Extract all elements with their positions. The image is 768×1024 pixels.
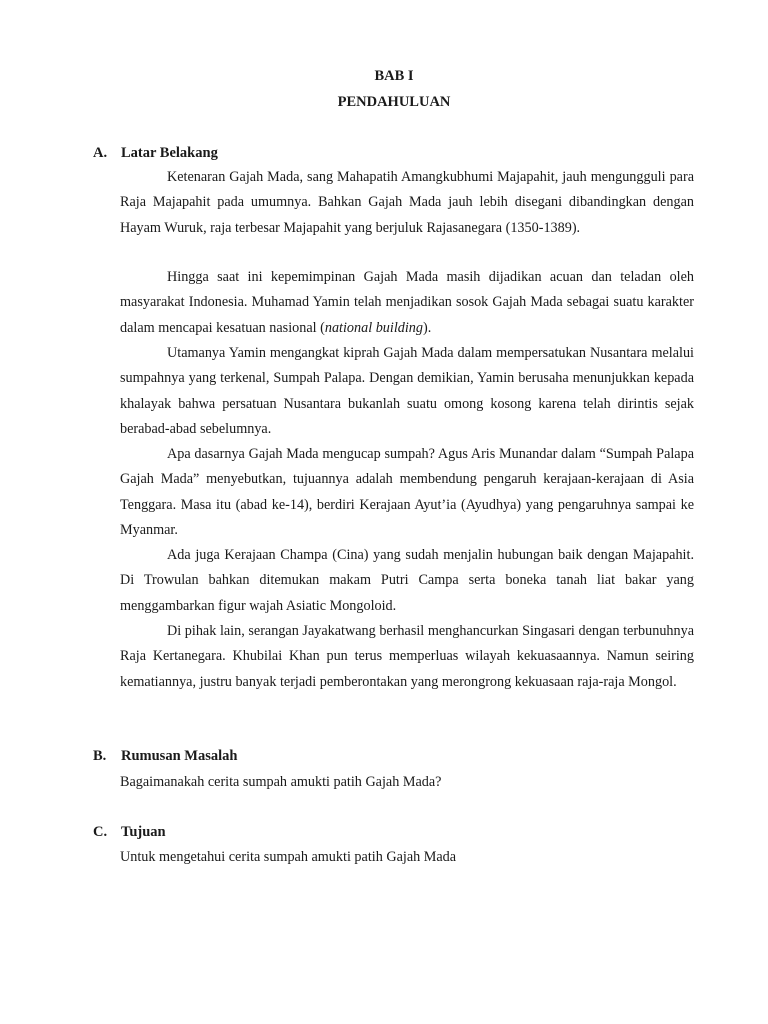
- paragraph-2-end: ).: [423, 319, 432, 336]
- section-a-letter: A.: [93, 145, 108, 161]
- paragraph-2-italic-term: national building: [324, 319, 423, 336]
- paragraph-2: [120, 265, 694, 341]
- paragraph-1: Ketenaran Gajah Mada, sang Mahapatih Amangkubhumi Majapahit, jauh mengungguli para Raja Majapahit pada umumnya. Bahkan Gajah Mada jauh lebih disegani dibandingkan dengan Hayam Wuruk, raja terbesar Majapahit yang berjuluk Rajasanegara (1350-1389).: [120, 169, 694, 236]
- section-c-letter: C.: [93, 824, 108, 840]
- paragraph-6: Di pihak lain, serangan Jayakatwang berhasil menghancurkan Singasari dengan terbunuhnya Raja Kertanegara. Khubilai Khan pun terus memperluas wilayah kekuasaannya. Namun seiring kematiannya, justru banyak terjadi pemberontakan yang merongrong kekuasaan raja-raja Mongol.: [120, 623, 694, 690]
- paragraph-3: Utamanya Yamin mengangkat kiprah Gajah Mada dalam mempersatukan Nusantara melalui sumpahnya yang terkenal, Sumpah Palapa. Dengan demikian, Yamin berusaha menunjukkan kepada khalayak bahwa persatuan Nusantara bukanlah suatu omong kosong karena telah dirintis sejak berabad-abad sebelumnya.: [120, 345, 694, 437]
- section-a-title: Latar Belakang: [121, 145, 218, 161]
- section-c-heading: [93, 824, 166, 841]
- section-b-letter: B.: [93, 748, 107, 764]
- paragraph-5: Ada juga Kerajaan Champa (Cina) yang sudah menjalin hubungan baik dengan Majapahit. Di Trowulan bahkan ditemukan makam Putri Campa serta boneka tanah liat bakar yang menggambarkan figur wajah Asiatic Mongoloid.: [120, 547, 694, 614]
- chapter-number: BAB I: [374, 68, 414, 84]
- paragraph-4: Apa dasarnya Gajah Mada mengucap sumpah? Agus Aris Munandar dalam “Sumpah Palapa Gajah Mada” menyebutkan, tujuannya adalah membendung pengaruh kerajaan-kerajaan di Asia Tenggara. Masa itu (abad ke-14), berdiri Kerajaan Ayut’ia (Ayudhya) yang pengaruhnya sampai ke Myanmar.: [120, 446, 694, 538]
- section-b-heading: [93, 748, 237, 765]
- chapter-title: PENDAHULUAN: [337, 94, 451, 110]
- section-b-title: Rumusan Masalah: [121, 748, 238, 764]
- section-c-text: Untuk mengetahui cerita sumpah amukti patih Gajah Mada: [120, 849, 457, 865]
- section-c-title: Tujuan: [121, 824, 166, 840]
- paragraph-2-text: Hingga saat ini kepemimpinan Gajah Mada masih dijadikan acuan dan teladan oleh masyarakat Indonesia. Muhamad Yamin telah menjadikan sosok Gajah Mada sebagai suatu karakter dalam mencapai kesatuan nasional (: [120, 269, 694, 336]
- section-a-heading: [93, 145, 218, 162]
- section-b-text: Bagaimanakah cerita sumpah amukti patih Gajah Mada?: [120, 774, 442, 790]
